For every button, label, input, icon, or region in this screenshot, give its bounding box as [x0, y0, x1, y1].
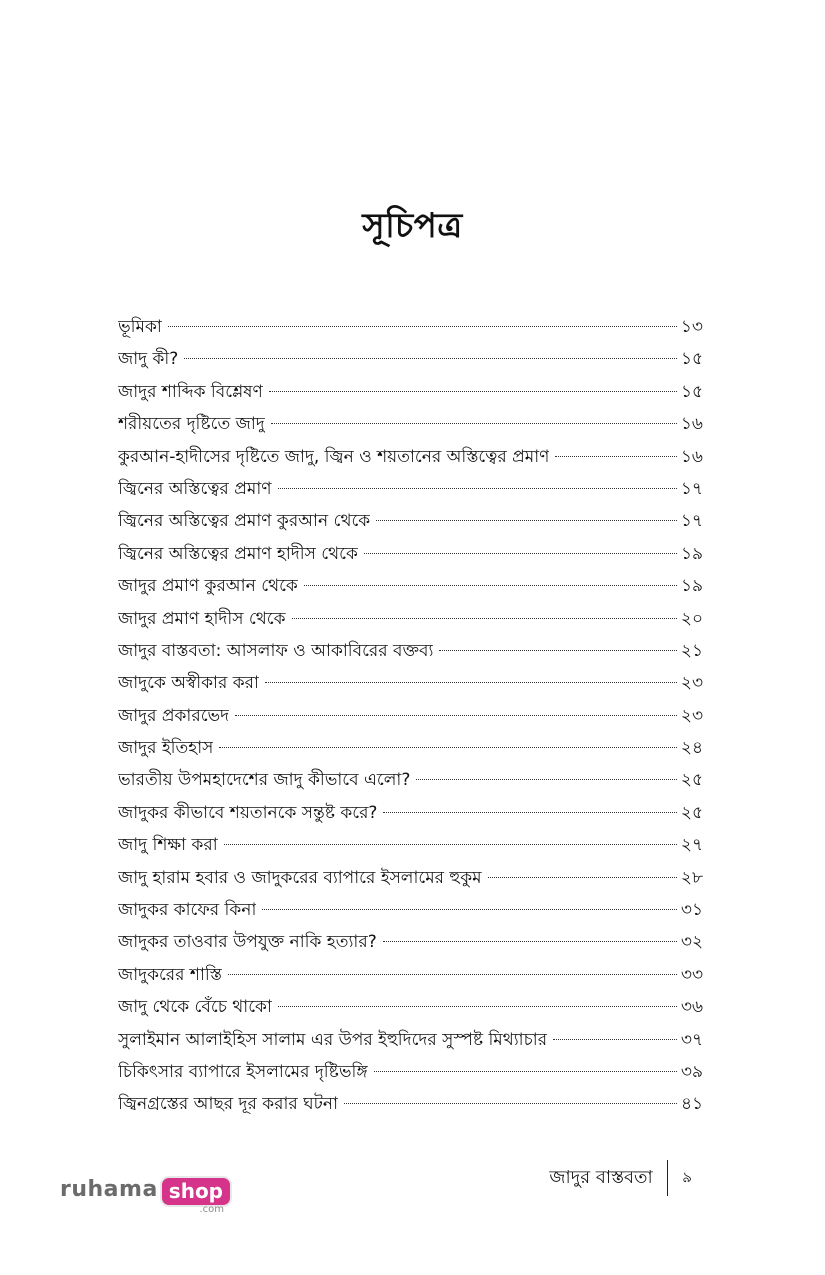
toc-entry-label: জাদু হারাম হবার ও জাদুকরের ব্যাপারে ইসলামের হুকুম — [118, 867, 482, 888]
logo-shop-badge — [160, 1176, 232, 1215]
toc-entry-page-number: ৩৯ — [680, 1061, 703, 1082]
toc-entry — [118, 764, 703, 796]
toc-entry — [118, 959, 703, 991]
toc-dot-leader — [364, 553, 677, 554]
toc-dot-leader — [292, 618, 677, 619]
toc-entry-page-number: ৩৭ — [680, 1029, 703, 1050]
toc-entry — [118, 538, 703, 570]
toc-dot-leader — [269, 391, 677, 392]
toc-dot-leader — [219, 747, 677, 748]
page-title: সূচিপত্র — [362, 206, 463, 246]
toc-entry — [118, 473, 703, 505]
toc-entry-page-number: ২৭ — [680, 835, 703, 856]
toc-entry-label: জাদুকরের শাস্তি — [118, 964, 222, 985]
toc-entry-label: জাদুকর কাফের কিনা — [118, 900, 257, 921]
toc-entry-page-number: ২৩ — [680, 673, 703, 694]
toc-entry-label: জাদু থেকে বেঁচে থাকো — [118, 997, 272, 1018]
toc-entry-label: শরীয়তের দৃষ্টিতে জাদু — [118, 414, 265, 435]
toc-entry-label: জাদুর প্রমাণ হাদীস থেকে — [118, 608, 286, 629]
toc-entry — [118, 343, 703, 375]
toc-dot-leader — [278, 488, 677, 489]
toc-entry-label: ভূমিকা — [118, 317, 162, 337]
toc-entry — [118, 797, 703, 829]
toc-entry — [118, 408, 703, 440]
toc-entry-page-number: ২০ — [680, 608, 703, 629]
toc-entry-label: জাদুর প্রমাণ কুরআন থেকে — [118, 576, 298, 597]
toc-dot-leader — [184, 358, 677, 359]
toc-entry-page-number: ৩৩ — [680, 964, 703, 985]
toc-entry-page-number: ৩৬ — [680, 997, 703, 1018]
toc-dot-leader — [383, 941, 677, 942]
toc-entry-label: জাদুর প্রকারভেদ — [118, 705, 230, 726]
toc-dot-leader — [344, 1103, 677, 1104]
toc-entry — [118, 926, 703, 958]
toc-entry — [118, 700, 703, 732]
toc-entry — [118, 667, 703, 699]
toc-entry-label: জ্বিনগ্রস্তের আছর দূর করার ঘটনা — [118, 1094, 339, 1115]
toc-entry-label: জাদুকর তাওবার উপযুক্ত নাকি হত্যার? — [118, 932, 377, 953]
toc-entry — [118, 862, 703, 894]
toc-entry — [118, 894, 703, 926]
page-footer — [549, 1160, 692, 1196]
toc-entry — [118, 311, 703, 343]
toc-entry-label: জাদুকর কীভাবে শয়তানকে সন্তুষ্ট করে? — [118, 802, 378, 823]
toc-entry-page-number: ১৬ — [680, 414, 703, 435]
toc-dot-leader — [374, 1071, 677, 1072]
toc-entry-page-number: ৩১ — [680, 900, 703, 921]
toc-entry-label: ভারতীয় উপমহাদেশের জাদু কীভাবে এলো? — [118, 770, 411, 791]
toc-entry-page-number: ২৫ — [680, 770, 703, 791]
toc-entry — [118, 1088, 703, 1120]
toc-dot-leader — [278, 1006, 677, 1007]
ruhama-shop-logo — [60, 1176, 232, 1215]
toc-entry-page-number: ২১ — [680, 640, 703, 661]
toc-entry-label: জ্বিনের অস্তিত্বের প্রমাণ কুরআন থেকে — [118, 511, 371, 532]
toc-entry-page-number: ২৮ — [680, 867, 703, 888]
toc-entry — [118, 1024, 703, 1056]
toc-dot-leader — [488, 877, 677, 878]
toc-entry — [118, 732, 703, 764]
toc-dot-leader — [224, 844, 677, 845]
toc-entry-label: জাদুর বাস্তবতা: আসলাফ ও আকাবিরের বক্তব্য — [118, 640, 434, 661]
toc-entry-page-number: ১৯ — [680, 576, 703, 597]
toc-entry-page-number: ১৩ — [680, 317, 703, 337]
toc-entry-page-number: ২৫ — [680, 802, 703, 823]
toc-entry — [118, 1056, 703, 1088]
toc-entry-label: জাদুর শাব্দিক বিশ্লেষণ — [118, 381, 263, 402]
toc-entry-label: জাদুকে অস্বীকার করা — [118, 673, 259, 694]
logo-text-shop: shop — [160, 1176, 232, 1207]
toc-entry — [118, 635, 703, 667]
toc-dot-leader — [168, 326, 677, 327]
toc-dot-leader — [416, 779, 677, 780]
toc-entry-label: জাদু শিক্ষা করা — [118, 835, 218, 856]
toc-entry-label: জ্বিনের অস্তিত্বের প্রমাণ হাদীস থেকে — [118, 543, 358, 564]
toc-entry-page-number: ১৫ — [680, 349, 703, 370]
toc-entry-page-number: ১৯ — [680, 543, 703, 564]
toc-entry — [118, 829, 703, 861]
toc-entry-label: জাদুর ইতিহাস — [118, 738, 214, 759]
toc-entry — [118, 570, 703, 602]
toc-dot-leader — [235, 715, 677, 716]
toc-dot-leader — [553, 1039, 677, 1040]
toc-entry-page-number: ১৭ — [680, 478, 703, 499]
logo-text-ruhama: ruhama — [60, 1177, 158, 1202]
toc-entry-page-number: ২৩ — [680, 705, 703, 726]
toc-entry — [118, 441, 703, 473]
toc-dot-leader — [228, 974, 677, 975]
toc-dot-leader — [304, 585, 677, 586]
toc-entry-page-number: ২৪ — [680, 738, 703, 759]
toc-entry-page-number: ৩২ — [680, 932, 703, 953]
toc-entry-page-number: ১৫ — [680, 381, 703, 402]
toc-entry-label: জ্বিনের অস্তিত্বের প্রমাণ — [118, 478, 272, 499]
toc-entry — [118, 505, 703, 537]
toc-entry-page-number: ৪১ — [680, 1094, 703, 1115]
toc-dot-leader — [262, 909, 677, 910]
toc-entry-label: চিকিৎসার ব্যাপারে ইসলামের দৃষ্টিভঙ্গি — [118, 1061, 368, 1082]
toc-entry — [118, 603, 703, 635]
toc-entry — [118, 991, 703, 1023]
toc-entry-page-number: ১৭ — [680, 511, 703, 532]
toc-entry-page-number: ১৬ — [680, 446, 703, 467]
footer-book-title: জাদুর বাস্তবতা — [549, 1166, 653, 1188]
toc-dot-leader — [555, 456, 676, 457]
toc-entry-label: সুলাইমান আলাইহিস সালাম এর উপর ইহুদিদের সুস্পষ্ট মিথ্যাচার — [118, 1029, 548, 1050]
toc-dot-leader — [271, 423, 677, 424]
toc-entry-label: জাদু কী? — [118, 349, 179, 370]
toc-dot-leader — [265, 682, 677, 683]
toc-entry — [118, 376, 703, 408]
toc-dot-leader — [376, 520, 677, 521]
toc-dot-leader — [383, 812, 676, 813]
footer-page-number: ৯ — [682, 1167, 692, 1186]
toc-dot-leader — [439, 650, 677, 651]
table-of-contents — [118, 311, 703, 1121]
logo-text-com: .com — [199, 1204, 224, 1215]
toc-entry-label: কুরআন-হাদীসের দৃষ্টিতে জাদু, জ্বিন ও শয়তানের অস্তিত্বের প্রমাণ — [118, 446, 550, 467]
